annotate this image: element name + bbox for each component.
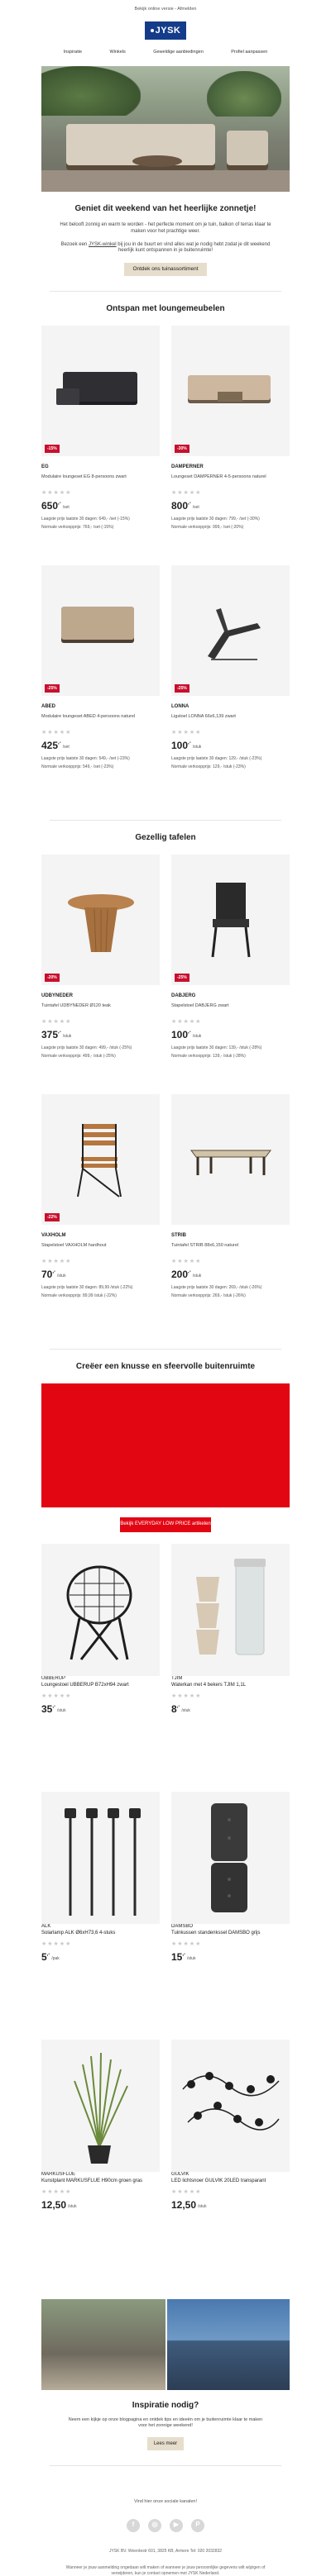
price-unit: /stuk: [192, 1034, 202, 1040]
section-title-lounge: Ontspan met loungemeubelen: [106, 304, 225, 314]
product-card[interactable]: [171, 1792, 290, 2040]
cushion-icon: [171, 1792, 290, 1924]
price-cents: ,-: [46, 1951, 50, 1957]
product-desc: Stapelstoel VAXHOLM hardhout: [41, 1242, 107, 1248]
price-cents: ,-: [188, 501, 191, 507]
discount-badge: -22%: [45, 1213, 60, 1222]
rating-stars: ★★★★★: [171, 489, 202, 496]
round-table-icon: [66, 886, 136, 955]
hero-text-2: [55, 242, 276, 255]
divider: [50, 820, 281, 821]
email-container: [41, 0, 290, 2576]
product-brand[interactable]: VAXHOLM: [41, 1233, 66, 1239]
divider: [50, 1349, 281, 1350]
price-unit: /stuk: [57, 1274, 66, 1279]
regular-price-note: Normale verkoopprijs: 769,- /set (-15%): [41, 525, 114, 531]
section-title-cozy: Creëer een knusse en sfeervolle buitenruimte: [75, 1362, 256, 1372]
product-brand[interactable]: UBBERUP: [41, 1676, 66, 1682]
price-cents: ,-: [52, 1703, 56, 1709]
inspiration-image-sea[interactable]: [167, 2299, 290, 2390]
rating-stars: ★★★★★: [41, 1018, 72, 1025]
product-card[interactable]: [41, 1792, 160, 2040]
plant-icon: [41, 2040, 160, 2172]
jysk-logo[interactable]: [145, 21, 186, 40]
nav-profiel[interactable]: Profiel aanpassen: [231, 50, 268, 55]
product-brand[interactable]: STRIB: [171, 1233, 186, 1239]
price-main: 200: [171, 1269, 189, 1281]
product-brand[interactable]: MARKUSFLUE: [41, 2172, 76, 2178]
discount-badge: -15%: [45, 445, 60, 454]
product-card[interactable]: [171, 565, 290, 805]
facebook-icon[interactable]: f: [127, 2519, 140, 2532]
egg-chair-icon: [41, 1544, 160, 1676]
divider: [50, 291, 281, 292]
price-unit: /stuk: [187, 1955, 196, 1961]
rating-stars: ★★★★★: [171, 729, 202, 736]
lowest-price-note: Laagste prijs laatste 30 dagen: 139,- /stuk (-28%): [171, 1045, 262, 1050]
store-link[interactable]: JYSK-winkel: [88, 241, 117, 247]
product-price: [41, 1703, 160, 1717]
product-price: [171, 2199, 290, 2212]
price-cents: ,-: [188, 1030, 191, 1036]
product-image[interactable]: [171, 326, 290, 456]
lowest-price-note: Laagste prijs laatste 30 dagen: 649,- /set (-15%): [41, 516, 130, 521]
rating-stars: ★★★★★: [171, 1940, 202, 1947]
instagram-icon[interactable]: ◎: [148, 2519, 161, 2532]
discover-garden-button[interactable]: Ontdek ons tuinassortiment: [124, 263, 207, 276]
product-desc: Kunstplant MARKUSFLUE H90cm groen gras: [41, 2178, 143, 2183]
sofa-shape: [61, 607, 134, 640]
footer-address: JYSK BV. Weerdestr 601, 3825 KB, Armere Tel: 020 2032832: [108, 2548, 223, 2554]
product-image[interactable]: [171, 565, 290, 696]
product-image[interactable]: [171, 1544, 290, 1676]
product-card[interactable]: [41, 2040, 160, 2288]
price-main: 100: [171, 740, 189, 752]
regular-price-note: Normale verkoopprijs: 139,- /stuk (-28%): [171, 1054, 246, 1059]
product-price: [41, 1269, 160, 1282]
product-price: [171, 1951, 290, 1964]
solar-lamp-icon: [41, 1792, 160, 1924]
product-brand[interactable]: GULVIK: [171, 2172, 189, 2178]
nav-aanbiedingen[interactable]: Geweldige aanbiedingen: [153, 50, 204, 55]
divider: [50, 2465, 281, 2466]
lowest-price-note: Laagste prijs laatste 30 dagen: 499,- /stuk (-25%): [41, 1045, 132, 1050]
rating-stars: ★★★★★: [171, 1258, 202, 1264]
product-card[interactable]: [41, 565, 160, 805]
rating-stars: ★★★★★: [41, 1258, 72, 1264]
product-desc: LED lichtsnoer GULVIK 20LED transparant: [171, 2178, 266, 2183]
product-image[interactable]: [41, 565, 160, 696]
rating-stars: ★★★★★: [171, 1018, 202, 1025]
hero-floor: [41, 170, 290, 192]
product-image[interactable]: [171, 2040, 290, 2172]
inspiration-images[interactable]: [41, 2299, 290, 2390]
hero-text-2-post: bij jou in de buurt en vind alles wat je nodig hebt zodat je dit weekend heerlijk kunt ontspannen in je buitenruimte!: [116, 241, 271, 254]
product-desc: Modulaire loungeset EG 8-persoons zwart: [41, 474, 127, 479]
everyday-low-price-button[interactable]: Bekijk EVERYDAY LOW PRICE artikelen: [120, 1517, 211, 1532]
price-cents: ,-: [176, 1703, 180, 1709]
product-price: [171, 1703, 290, 1717]
product-desc: Modulaire loungeset ABED 4-persoons naturel: [41, 713, 136, 719]
price-main: 5: [41, 1950, 47, 1963]
product-image[interactable]: [171, 855, 290, 985]
hero-text: Het belooft zonnig en warm te worden - het perfecte moment om je tuin, balkon of terras klaar te maken voor het prachtige weer.: [60, 222, 271, 234]
price-cents: ,-: [188, 1269, 191, 1275]
rating-stars: ★★★★★: [41, 489, 72, 496]
lounge-grid: [41, 326, 290, 805]
price-main: 8: [171, 1702, 177, 1715]
rating-stars: ★★★★★: [171, 1693, 202, 1699]
sofa-shape: [63, 372, 137, 402]
price-main: 35: [41, 1702, 53, 1715]
pinterest-icon[interactable]: P: [191, 2519, 204, 2532]
product-desc: Tuintafel STRIB 88x6,150 naturel: [171, 1242, 239, 1248]
price-unit: /pak: [51, 1955, 60, 1961]
product-image[interactable]: [171, 1792, 290, 1924]
nav-winkels[interactable]: Winkels: [109, 50, 126, 55]
price-main: 12,50: [41, 2198, 67, 2211]
product-card[interactable]: [41, 1544, 160, 1792]
regular-price-note: Normale verkoopprijs: 89,99 /stuk (-22%): [41, 1293, 117, 1299]
product-image[interactable]: [171, 1094, 290, 1225]
product-image[interactable]: [41, 1792, 160, 1924]
promo-banner[interactable]: [41, 1383, 290, 1507]
price-main: 12,50: [171, 2198, 197, 2211]
discount-badge: -25%: [175, 974, 189, 983]
product-image[interactable]: [41, 326, 160, 456]
product-price: [41, 500, 160, 513]
pitcher-icon: [171, 1544, 290, 1676]
price-main: 70: [41, 1269, 53, 1281]
product-price: [171, 500, 290, 513]
table-icon: [186, 1144, 276, 1177]
product-card[interactable]: [171, 855, 290, 1094]
price-main: 375: [41, 1029, 59, 1041]
product-image[interactable]: [41, 1094, 160, 1225]
inspiration-text: Neem een kijkje op onze blogpagina en ontdek tips en ideeën om je buitenruimte klaar te maken voor het zonnige weekend!: [68, 2417, 263, 2429]
price-main: 100: [171, 1029, 189, 1041]
lowest-price-note: Laagste prijs laatste 30 dagen: 549,- /set (-23%): [41, 755, 130, 761]
lowest-price-note: Laagste prijs laatste 30 dagen: 799,- /set (-30%): [171, 516, 260, 521]
price-cents: ,-: [182, 1951, 186, 1957]
rating-stars: ★★★★★: [41, 1940, 72, 1947]
price-cents: ,-: [52, 1269, 56, 1275]
price-unit: /stuk: [181, 1707, 190, 1713]
product-card[interactable]: [171, 326, 290, 565]
top-nav: [41, 40, 290, 66]
rating-stars: ★★★★★: [41, 2188, 72, 2195]
lowest-price-note: Laagste prijs laatste 30 dagen: 269,- /stuk (-26%): [171, 1284, 262, 1290]
product-card[interactable]: [171, 1094, 290, 1334]
discount-badge: -20%: [45, 974, 60, 983]
product-brand[interactable]: TJIM: [171, 1676, 183, 1682]
cozy-grid: [41, 1544, 290, 2288]
price-main: 15: [171, 1950, 183, 1963]
price-unit: /stuk: [198, 2203, 207, 2209]
preheader-links[interactable]: Bekijk online versie - Afmelden: [134, 7, 197, 12]
inspiration-image-garden[interactable]: [41, 2299, 166, 2390]
regular-price-note: Normale verkoopprijs: 549,- /set (-23%): [41, 764, 114, 770]
lowest-price-note: Laagste prijs laatste 30 dagen: 129,- /stuk (-23%): [171, 755, 262, 761]
product-price: [171, 1269, 290, 1282]
product-desc: Tuinkussen standenkssel DAMSBO grijs: [171, 1930, 261, 1936]
price-unit: /stuk: [62, 1034, 72, 1040]
price-cents: ,-: [58, 1030, 61, 1036]
product-card[interactable]: [41, 855, 160, 1094]
logo-text: JYSK: [155, 25, 181, 36]
product-brand[interactable]: UDBYNEDER: [41, 993, 74, 999]
lowest-price-note: Laagste prijs laatste 30 dagen: 89,99 /stuk (-22%): [41, 1284, 133, 1290]
product-image[interactable]: [41, 855, 160, 985]
product-brand[interactable]: LONNA: [171, 704, 189, 710]
hero-text-2-pre: Bezoek een: [60, 241, 89, 247]
product-card[interactable]: [171, 2040, 290, 2288]
price-unit: /stuk: [68, 2203, 77, 2209]
product-brand[interactable]: EG: [41, 464, 49, 470]
product-desc: Loungeset DAMPERNER 4-5-persoons naturel: [171, 474, 266, 479]
product-price: [41, 2199, 160, 2212]
price-cents: ,-: [58, 740, 61, 746]
dining-grid: [41, 855, 290, 1334]
product-price: [41, 740, 160, 753]
product-card[interactable]: [41, 326, 160, 565]
youtube-icon[interactable]: ▶: [170, 2519, 183, 2532]
social-links: [41, 2519, 290, 2532]
price-unit: /set: [62, 745, 70, 750]
hero-table: [132, 155, 182, 167]
hero-image[interactable]: [41, 66, 290, 192]
price-unit: /stuk: [192, 1274, 202, 1279]
price-main: 425: [41, 740, 59, 752]
product-card[interactable]: [171, 1544, 290, 1792]
product-brand[interactable]: DABJERG: [171, 993, 196, 999]
price-cents: ,-: [58, 501, 61, 507]
price-unit: /set: [62, 505, 70, 511]
product-desc: Waterkan met 4 bekers TJIM 1,1L: [171, 1682, 247, 1688]
hero-plant-left: [41, 66, 141, 116]
regular-price-note: Normale verkoopprijs: 499,- /stuk (-25%): [41, 1054, 116, 1059]
hero-title: Geniet dit weekend van het heerlijke zonnetje!: [74, 204, 257, 213]
regular-price-note: Normale verkoopprijs: 999,- /set (-20%): [171, 525, 244, 531]
price-unit: /stuk: [192, 745, 202, 750]
regular-price-note: Normale verkoopprijs: 269,- /stuk (-26%): [171, 1293, 246, 1299]
rating-stars: ★★★★★: [41, 729, 72, 736]
section-title-dining: Gezellig tafelen: [135, 833, 196, 843]
price-cents: ,-: [188, 740, 191, 746]
product-brand[interactable]: ALK: [41, 1924, 51, 1930]
discount-badge: -25%: [175, 684, 189, 693]
product-brand[interactable]: DAMPERNER: [171, 464, 204, 470]
chair-icon: [74, 1119, 124, 1198]
sofa-shape: [188, 375, 271, 400]
product-desc: Ligstoel LONNA 66x6,139 zwart: [171, 713, 236, 719]
product-brand[interactable]: ABED: [41, 704, 56, 710]
footer-legal: Wanneer je jouw aanmelding ongedaan wilt maken of wanneer je jouw persoonlijke gegevens wilt wijzigen of verwijderen, kun je contact opnemen met JYSK Nederland.: [65, 2565, 266, 2576]
lounger-icon: [199, 598, 266, 664]
string-lights-icon: [171, 2040, 290, 2172]
product-price: [171, 740, 290, 753]
regular-price-note: Normale verkoopprijs: 129,- /stuk (-23%): [171, 764, 246, 770]
inspiration-title: Inspiratie nodig?: [132, 2401, 199, 2411]
price-main: 650: [41, 500, 59, 512]
nav-inspiratie[interactable]: Inspiratie: [63, 50, 83, 55]
social-title: Vind hier onze sociale kanalen!: [133, 2499, 198, 2505]
product-brand[interactable]: DAMSBO: [171, 1924, 194, 1930]
product-desc: Stapelstoel DABJERG zwart: [171, 1002, 229, 1008]
product-price: [41, 1029, 160, 1042]
read-more-button[interactable]: Lees meer: [147, 2437, 184, 2450]
chair-icon: [208, 879, 254, 959]
product-image[interactable]: [41, 1544, 160, 1676]
product-price: [171, 1029, 290, 1042]
discount-badge: -25%: [45, 684, 60, 693]
rating-stars: ★★★★★: [171, 2188, 202, 2195]
product-image[interactable]: [41, 2040, 160, 2172]
price-main: 800: [171, 500, 189, 512]
product-desc: Loungestoel UBBERUP B72xH94 zwart: [41, 1682, 129, 1688]
hero-plant-right: [207, 71, 281, 117]
logo-dot-icon: [151, 29, 154, 32]
price-unit: /set: [192, 505, 199, 511]
hero-chair: [227, 131, 268, 165]
price-unit: /stuk: [57, 1707, 66, 1713]
rating-stars: ★★★★★: [41, 1693, 72, 1699]
discount-badge: -30%: [175, 445, 189, 454]
product-desc: Tuintafel UDBYNEDER Ø120 teak: [41, 1002, 111, 1008]
product-desc: Solarlamp ALK Ø6xH73,6 4-stuks: [41, 1930, 116, 1936]
product-price: [41, 1951, 160, 1964]
product-card[interactable]: [41, 1094, 160, 1334]
